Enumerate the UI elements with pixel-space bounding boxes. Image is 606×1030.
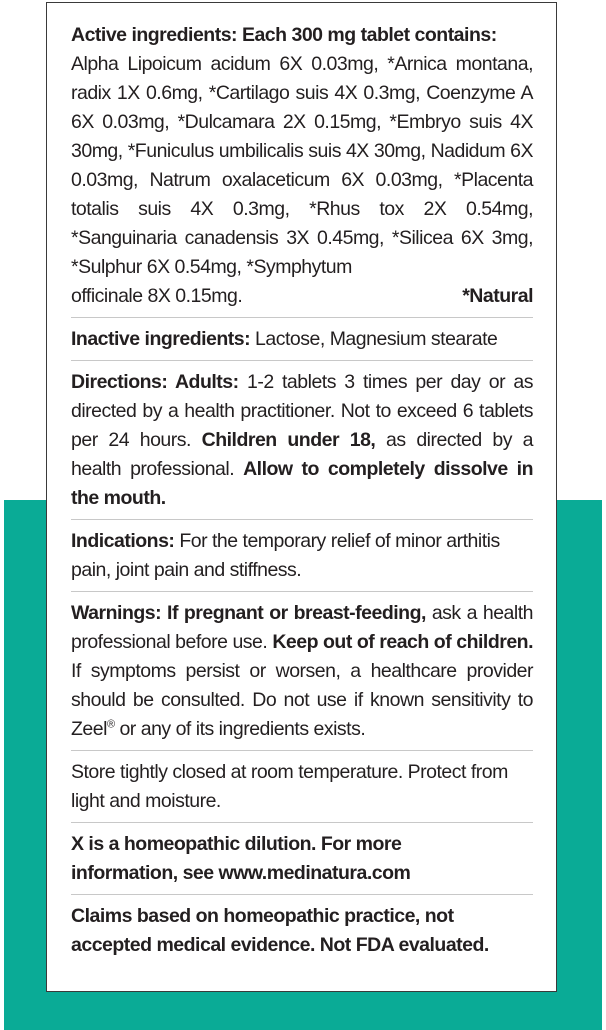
divider (71, 591, 533, 592)
keep-out-of-reach-warning: Keep out of reach of children. (272, 631, 533, 653)
storage-section (71, 758, 533, 816)
natural-footnote: *Natural (462, 285, 533, 307)
storage-text: Store tightly closed at room temperature. Protect from light and moisture. (71, 761, 508, 812)
warnings-text: ask a health professional before use. (71, 602, 533, 653)
divider (71, 750, 533, 751)
active-ingredients-heading: Active ingredients: Each 300 mg tablet contains: (71, 24, 497, 46)
warnings-label: Warnings: If pregnant or breast-feeding, (71, 602, 426, 624)
warnings-text-2: If symptoms persist or worsen, a healthcare provider should be consulted. Do not use if known sensitivity to Zeel (71, 660, 533, 740)
children-directions-label: Children under 18, (201, 429, 376, 451)
directions-section (71, 368, 533, 513)
dilution-text: X is a homeopathic dilution. For more information, see www.medinatura.com (71, 833, 411, 884)
indications-section (71, 527, 533, 585)
directions-text: 1-2 tablets 3 times per day or as directed by a health practitioner. Not to exceed 6 tablets per 24 hours. (71, 371, 534, 451)
divider (71, 317, 533, 318)
warnings-text-3: or any of its ingredients exists. (114, 718, 366, 740)
indications-text: For the temporary relief of minor arthitis pain, joint pain and stiffness. (71, 530, 500, 581)
claims-section (71, 902, 533, 960)
active-ingredients-section (71, 21, 533, 311)
children-directions-text: as directed by a health professional. (71, 429, 533, 480)
inactive-ingredients-label: Inactive ingredients: (71, 328, 251, 350)
divider (71, 519, 533, 520)
dilution-section (71, 830, 533, 888)
divider (71, 894, 533, 895)
active-ingredients-list: Alpha Lipoicum acidum 6X 0.03mg, *Arnica montana, radix 1X 0.6mg, *Cartilago suis 4X 0.3mg, Coenzyme A 6X 0.03mg, *Dulcamara 2X 0.15mg, *Embryo suis 4X 30mg, *Funiculus umbilicalis suis 4X 30mg, Nadidum 6X 0.03mg, Natrum oxalaceticum 6X 0.03mg, *Placenta totalis suis 4X 0.3mg, *Rhus tox 2X 0.54mg, *Sanguinaria canadensis 3X 0.45mg, *Silicea 6X 3mg, *Sulphur 6X 0.54mg, *Symphytum (71, 53, 533, 278)
active-ingredients-last-line: officinale 8X 0.15mg. (71, 285, 243, 307)
registered-mark: ® (106, 718, 115, 731)
warnings-section (71, 599, 533, 744)
drug-facts-label (46, 2, 557, 992)
divider (71, 822, 533, 823)
claims-disclaimer: Claims based on homeopathic practice, not accepted medical evidence. Not FDA evaluated. (71, 905, 489, 956)
divider (71, 360, 533, 361)
indications-label: Indications: (71, 530, 175, 552)
inactive-ingredients-section (71, 325, 533, 354)
inactive-ingredients-text: Lactose, Magnesium stearate (250, 328, 498, 350)
dissolve-instruction: Allow to completely dissolve in the mouth. (71, 458, 534, 509)
directions-label: Directions: Adults: (71, 371, 239, 393)
